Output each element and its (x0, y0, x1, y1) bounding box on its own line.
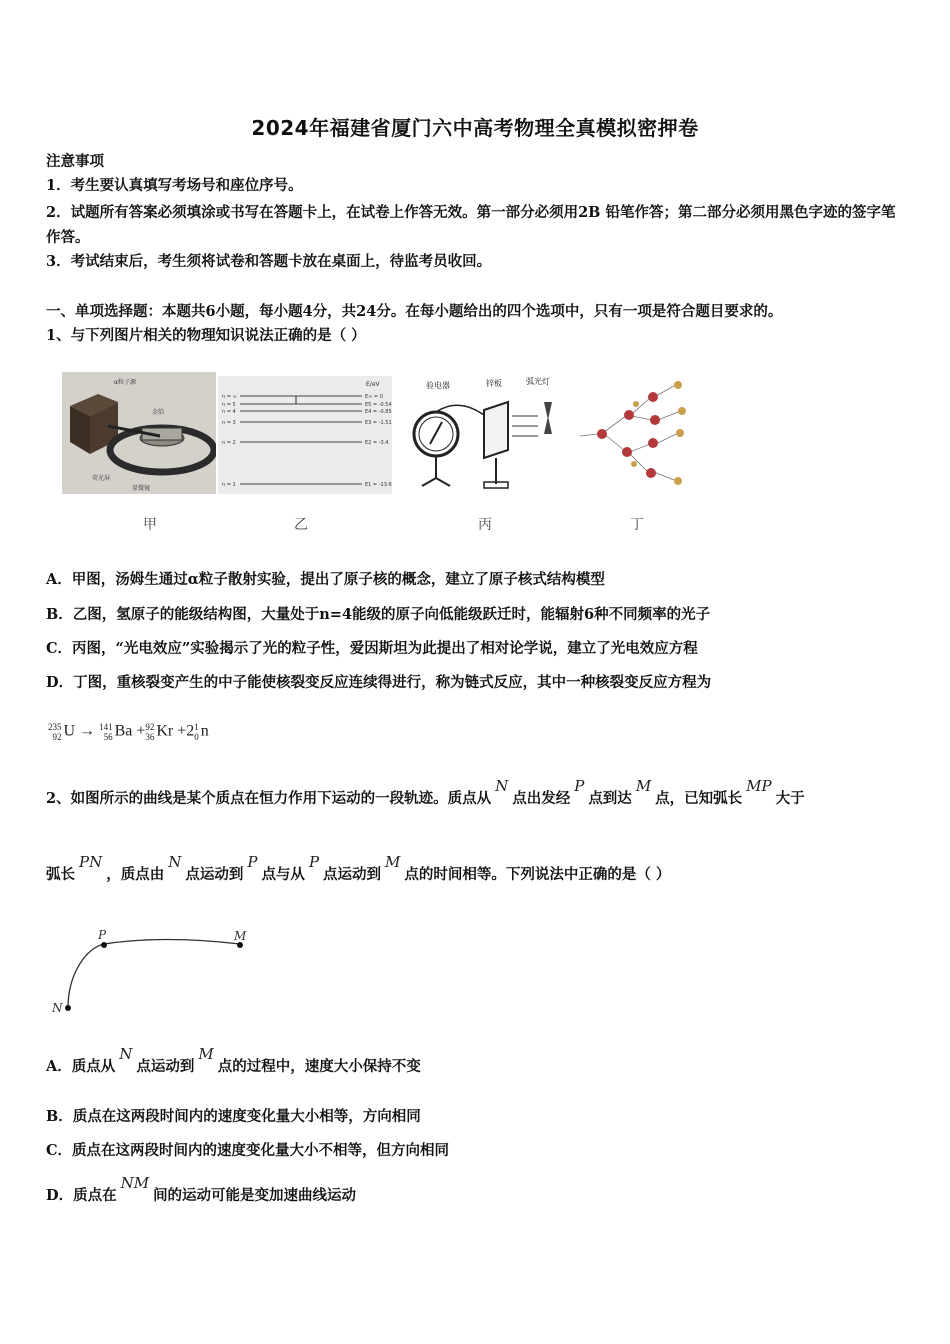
q2-option-c: C．质点在这两段时间内的速度变化量大小不相等，但方向相同 (46, 1142, 450, 1159)
bing-label-arclamp: 弧光灯 (526, 377, 550, 386)
label-m: M (234, 929, 247, 943)
yi-n-4: n = 4 (222, 409, 236, 415)
notice-item-2: 2．试题所有答案必须填涂或书写在答题卡上，在试卷上作答无效。第一部分必须用2B 铅笔作答；第二部分必须用黑色字迹的签字笔作答。 (46, 204, 896, 246)
jia-label-screen: 荧光屏 (92, 475, 111, 482)
yi-n-3: n = 3 (222, 420, 236, 426)
neutron-symbol: n (200, 722, 209, 740)
yi-e-4: E4 = -0.85 (365, 409, 392, 415)
q2-option-b: B．质点在这两段时间内的速度变化量大小相等，方向相同 (46, 1108, 421, 1125)
figure-label-ding: 丁 (630, 517, 644, 533)
page-title: 2024年福建省厦门六中高考物理全真模拟密押卷 (251, 116, 699, 140)
figure-bing (410, 376, 568, 494)
label-p: P (98, 928, 107, 942)
q2-option-d: D．质点在NM间的运动可能是变加速曲线运动 (46, 1174, 357, 1204)
point-n (65, 1005, 71, 1011)
uranium-symbol: U (63, 722, 76, 740)
alpha-scattering-illustration (62, 372, 216, 494)
figure-ding (574, 376, 698, 494)
q1-stem: 1、与下列图片相关的物理知识说法正确的是（ ） (46, 327, 366, 344)
q1-option-c: C．丙图，“光电效应”实验揭示了光的粒子性，爱因斯坦为此提出了相对论学说，建立了光电效应方程 (46, 640, 698, 657)
figure-label-jia: 甲 (143, 517, 157, 533)
figure-jia (62, 372, 216, 494)
bing-label-zinc: 锌板 (486, 379, 502, 388)
figure-yi (218, 376, 392, 494)
chain-reaction-illustration (574, 376, 698, 494)
yi-n-inf: n = ∞ (222, 394, 237, 400)
yi-n-1: n = 1 (222, 482, 236, 488)
point-p (101, 942, 107, 948)
q2-stem-line2: 弧长PN，质点由N点运动到P点与从P点运动到M点的时间相等。下列说法中正确的是（ ） (46, 853, 671, 883)
jia-label-foil: 金箔 (152, 409, 165, 416)
label-n: N (52, 1001, 63, 1015)
yi-e-1: E1 = -13.6 (365, 482, 392, 488)
photoelectric-apparatus (410, 376, 568, 494)
yi-e-inf: E∞ = 0 (365, 394, 383, 400)
jia-label-microscope: 显微镜 (132, 485, 151, 492)
trajectory-diagram (46, 924, 266, 1020)
yi-n-2: n = 2 (222, 440, 236, 446)
yi-e-5: E5 = -0.54 (365, 402, 392, 408)
trajectory-curve (46, 924, 266, 1020)
energy-level-diagram (218, 376, 392, 494)
yi-e-2: E2 = -3.4 (365, 440, 389, 446)
q1-option-a: A．甲图，汤姆生通过α粒子散射实验，提出了原子核的概念，建立了原子核式结构模型 (46, 571, 605, 588)
notice-item-1: 1．考生要认真填写考场号和座位序号。 (46, 177, 303, 194)
barium-symbol: Ba (114, 722, 133, 740)
fission-equation: 235 92 U → 141 56 Ba + 92 36 Kr +2 1 0 n (48, 722, 209, 742)
section-heading: 一、单项选择题：本题共6小题，每小题4分，共24分。在每小题给出的四个选项中，只有一项是符合题目要求的。 (46, 303, 783, 320)
notice-heading: 注意事项 (46, 153, 104, 170)
jia-label-source: α粒子源 (114, 379, 136, 386)
q1-option-b: B．乙图，氢原子的能级结构图，大量处于n=4能级的原子向低能级跃迁时，能辐射6种不同频率的光子 (46, 606, 711, 623)
krypton-symbol: Kr (156, 722, 174, 740)
yi-n-5: n = 5 (222, 402, 236, 408)
yi-unit: E/eV (366, 381, 380, 388)
notice-item-3: 3．考试结束后，考生须将试卷和答题卡放在桌面上，待监考员收回。 (46, 253, 492, 270)
figure-label-yi: 乙 (294, 517, 308, 533)
q1-option-d: D．丁图，重核裂变产生的中子能使核裂变反应连续得进行，称为链式反应，其中一种核裂变反应方程为 (46, 674, 712, 691)
q2-option-a: A．质点从N点运动到M点的过程中，速度大小保持不变 (46, 1045, 421, 1075)
bing-label-electroscope: 验电器 (426, 381, 450, 390)
yi-e-3: E3 = -1.51 (365, 420, 392, 426)
figure-label-bing: 丙 (478, 517, 492, 533)
q2-stem-line1: 2、如图所示的曲线是某个质点在恒力作用下运动的一段轨迹。质点从N点出发经P点到达M点，已知弧长MP大于 (46, 777, 805, 807)
